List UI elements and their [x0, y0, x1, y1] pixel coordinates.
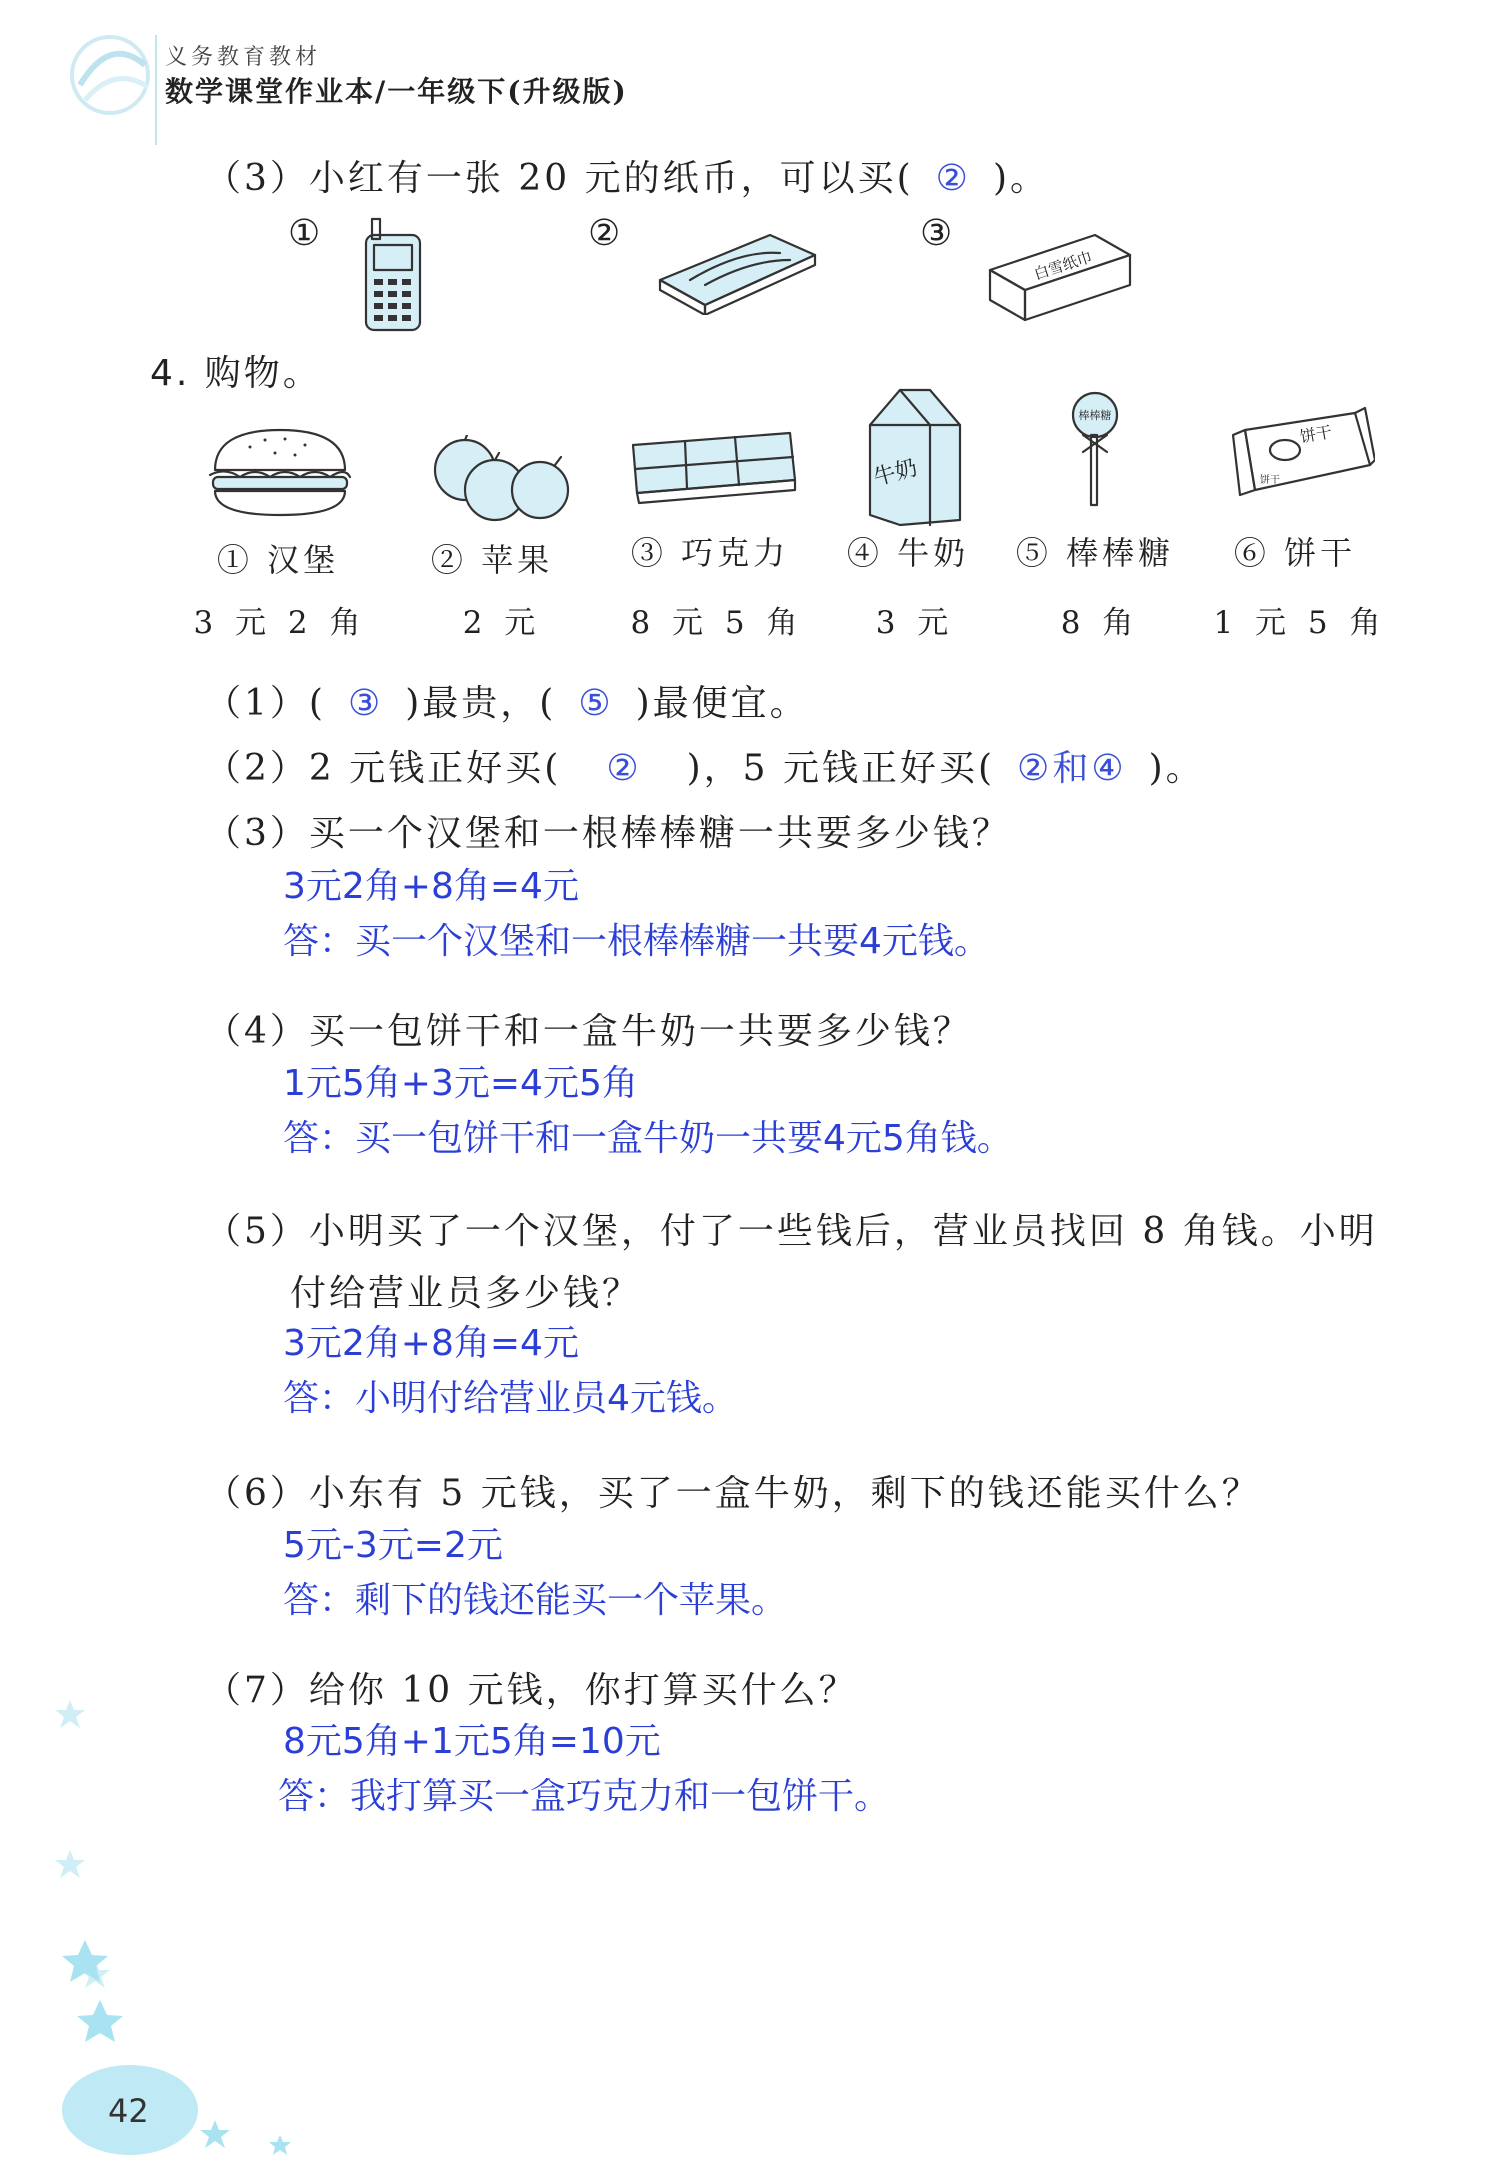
- section-4-title: 4. 购物。: [150, 353, 322, 394]
- chocolate-icon: [625, 425, 800, 505]
- q3-question: （3）买一个汉堡和一根棒棒糖一共要多少钱？: [205, 813, 1011, 854]
- page-number: 42: [108, 2092, 149, 2130]
- option-1-number: ①: [288, 213, 324, 254]
- item-label-hamburger: ① 汉堡: [216, 541, 340, 579]
- apples-icon: [415, 435, 575, 525]
- pencil-box-icon: [650, 225, 820, 315]
- option-2-number: ②: [588, 213, 624, 254]
- item-price-lollipop: 8 角: [1060, 605, 1140, 641]
- item-price-milk: 3 元: [875, 605, 955, 641]
- q2-answer-5yuan: ②和④: [1017, 748, 1127, 789]
- q1-answer-most-expensive: ③: [347, 683, 384, 724]
- q5-answer: 答：小明付给营业员4元钱。: [283, 1378, 738, 1419]
- header-divider: [155, 35, 157, 145]
- biscuit-icon: [1225, 405, 1375, 505]
- prev-q3-answer: ②: [935, 158, 971, 199]
- q1-answer-cheapest: ⑤: [578, 683, 614, 724]
- star-decoration: [40, 1680, 300, 2170]
- item-label-lollipop: ⑤ 棒棒糖: [1015, 534, 1175, 572]
- item-label-apple: ② 苹果: [430, 541, 554, 579]
- q1-line: （1）( ③ )最贵，( ⑤ )最便宜。: [205, 683, 809, 724]
- q4-answer: 答：买一包饼干和一盒牛奶一共要4元5角钱。: [283, 1118, 1013, 1159]
- q3-answer: 答：买一个汉堡和一根棒棒糖一共要4元钱。: [283, 921, 990, 962]
- q2-answer-2yuan: ②: [606, 748, 642, 789]
- q7-answer: 答：我打算买一盒巧克力和一包饼干。: [278, 1776, 891, 1817]
- item-price-hamburger: 3 元 2 角: [193, 605, 367, 641]
- q5-calculation: 3元2角+8角=4元: [283, 1323, 579, 1364]
- q6-question: （6）小东有 5 元钱，买了一盒牛奶，剩下的钱还能买什么？: [205, 1473, 1261, 1514]
- q3-calculation: 3元2角+8角=4元: [283, 866, 579, 907]
- item-label-milk: ④ 牛奶: [846, 534, 970, 572]
- q5-question-line2: 付给营业员多少钱？: [290, 1273, 642, 1314]
- milk-carton-icon: [860, 385, 970, 530]
- tissue-box-icon: [985, 225, 1135, 325]
- book-series: 义务教育教材: [165, 45, 322, 70]
- svg-text:棒棒糖: 棒棒糖: [1078, 409, 1112, 422]
- prev-q3-question: （3）小红有一张 20 元的纸币，可以买( ② )。: [205, 158, 1049, 199]
- option-3-number: ③: [920, 213, 956, 254]
- svg-text:牛奶: 牛奶: [871, 455, 921, 492]
- q6-answer: 答：剩下的钱还能买一个苹果。: [283, 1580, 788, 1621]
- item-price-chocolate: 8 元 5 角: [630, 605, 804, 641]
- lollipop-icon: [1055, 390, 1135, 510]
- svg-text:饼干: 饼干: [1298, 422, 1334, 447]
- q4-calculation: 1元5角+3元=4元5角: [283, 1063, 638, 1104]
- q7-question: （7）给你 10 元钱，你打算买什么？: [205, 1670, 858, 1711]
- svg-text:饼干: 饼干: [1260, 475, 1280, 486]
- svg-text:白雪纸巾: 白雪纸巾: [1031, 247, 1095, 284]
- q7-calculation: 8元5角+1元5角=10元: [283, 1721, 661, 1762]
- item-label-biscuit: ⑥ 饼干: [1233, 534, 1357, 572]
- item-label-chocolate: ③ 巧克力: [630, 534, 790, 572]
- phone-icon: [358, 215, 428, 335]
- header-swirl-decoration: [60, 25, 160, 125]
- book-title: 数学课堂作业本/一年级下(升级版): [165, 75, 628, 108]
- q6-calculation: 5元-3元=2元: [283, 1525, 503, 1566]
- q2-line: （2）2 元钱正好买( ② )，5 元钱正好买( ②和④ )。: [205, 748, 1205, 789]
- item-price-apple: 2 元: [462, 605, 542, 641]
- hamburger-icon: [205, 425, 355, 520]
- item-price-biscuit: 1 元 5 角: [1213, 605, 1387, 641]
- q4-question: （4）买一包饼干和一盒牛奶一共要多少钱？: [205, 1011, 972, 1052]
- q5-question-line1: （5）小明买了一个汉堡，付了一些钱后，营业员找回 8 角钱。小明: [205, 1211, 1378, 1252]
